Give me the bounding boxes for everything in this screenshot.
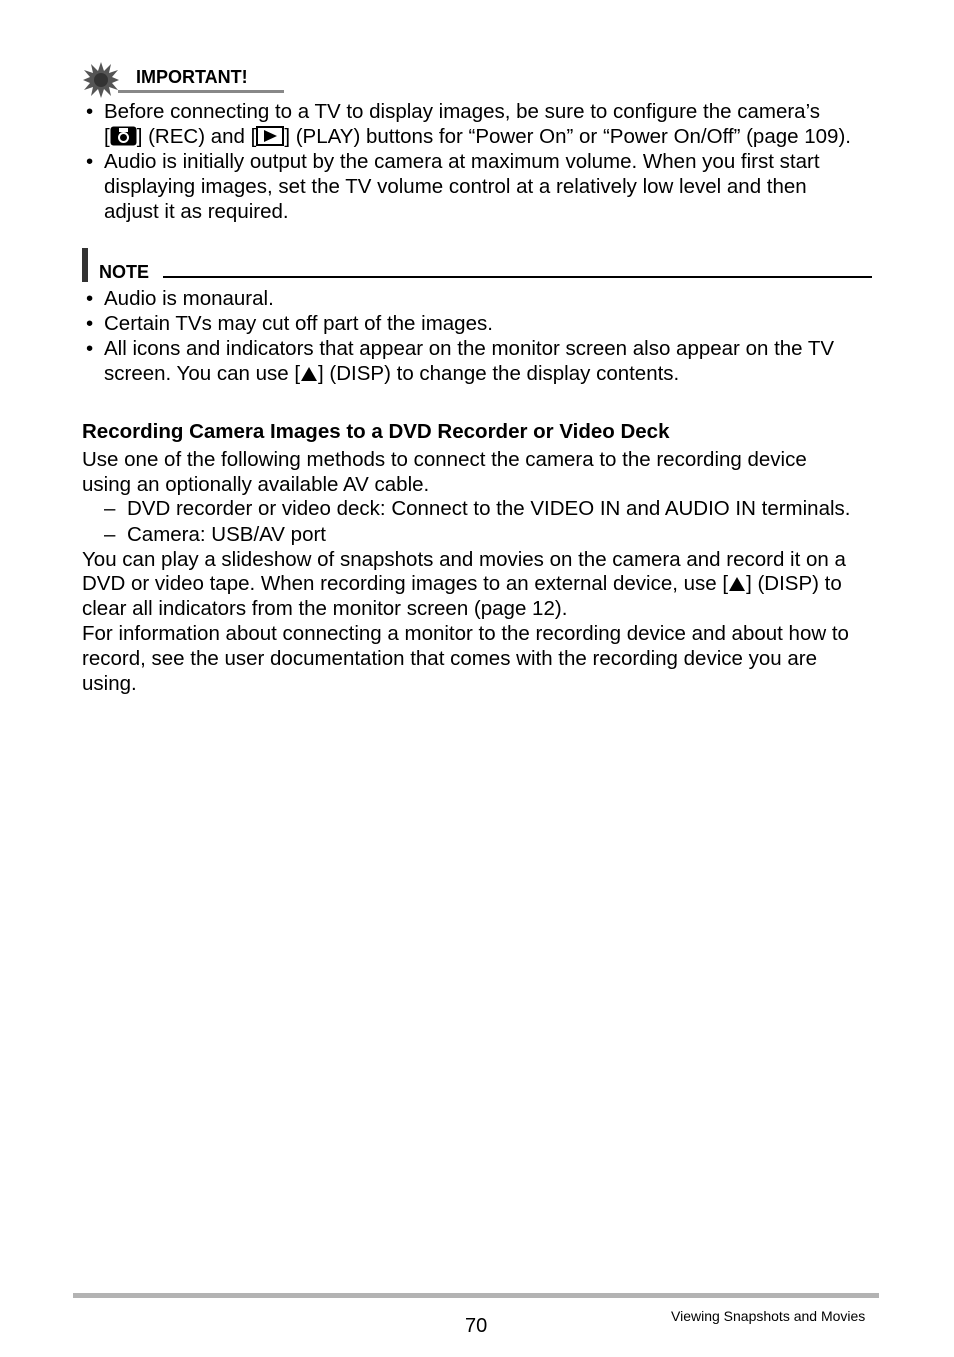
note-heading: NOTE xyxy=(99,262,150,282)
section-intro-line-1: Use one of the following methods to connect the camera to the recording device xyxy=(82,448,807,471)
section-title: Recording Camera Images to a DVD Recorder or Video Deck xyxy=(82,420,670,443)
para3-line-1: For information about connecting a monitor to the recording device and about how to xyxy=(82,622,849,645)
bullet: • xyxy=(86,287,94,310)
important-item-1-line-2: [ ] (REC) and [ ] (PLAY) buttons for “Power On” or “Power On/Off” (page 109). xyxy=(104,125,851,148)
important-item-1-line-1: Before connecting to a TV to display images, be sure to configure the camera’s xyxy=(104,100,821,123)
dash-item-1: DVD recorder or video deck: Connect to the VIDEO IN and AUDIO IN terminals. xyxy=(127,497,851,520)
para3-line-2: record, see the user documentation that comes with the recording device you are xyxy=(82,647,817,670)
play-icon xyxy=(256,126,284,146)
para2-line-2: DVD or video tape. When recording images to an external device, use [ ] (DISP) to xyxy=(82,572,842,595)
footer-section-name: Viewing Snapshots and Movies xyxy=(671,1308,866,1324)
note-rule xyxy=(163,276,872,278)
note-item-1: Audio is monaural. xyxy=(104,287,274,310)
burst-icon xyxy=(82,61,120,99)
dash-item-2: Camera: USB/AV port xyxy=(127,523,326,546)
important-heading: IMPORTANT! xyxy=(136,67,248,87)
up-triangle-icon xyxy=(300,365,318,383)
important-underline xyxy=(118,90,284,93)
up-triangle-icon xyxy=(728,575,746,593)
note-item-3-line-2: screen. You can use [ ] (DISP) to change the display contents. xyxy=(104,362,680,385)
para2-line-3: clear all indicators from the monitor screen (page 12). xyxy=(82,597,568,620)
note-item-3-line-1: All icons and indicators that appear on the monitor screen also appear on the TV xyxy=(104,337,835,360)
page-number: 70 xyxy=(465,1315,488,1337)
important-item-2-line-1: Audio is initially output by the camera at maximum volume. When you first start xyxy=(104,150,820,173)
bullet: • xyxy=(86,100,94,123)
note-marker-bar xyxy=(82,248,88,282)
bullet: • xyxy=(86,312,94,335)
dash: – xyxy=(104,497,116,520)
bullet: • xyxy=(86,337,94,360)
footer-rule xyxy=(73,1293,879,1298)
dash: – xyxy=(104,523,116,546)
bullet: • xyxy=(86,150,94,173)
note-item-2: Certain TVs may cut off part of the images. xyxy=(104,312,493,335)
important-item-2-line-2: displaying images, set the TV volume control at a relatively low level and then xyxy=(104,175,807,198)
para2-line-1: You can play a slideshow of snapshots and movies on the camera and record it on a xyxy=(82,548,846,571)
important-item-2-line-3: adjust it as required. xyxy=(104,200,289,223)
camera-icon xyxy=(110,126,137,146)
para3-line-3: using. xyxy=(82,672,137,695)
section-intro-line-2: using an optionally available AV cable. xyxy=(82,473,430,496)
